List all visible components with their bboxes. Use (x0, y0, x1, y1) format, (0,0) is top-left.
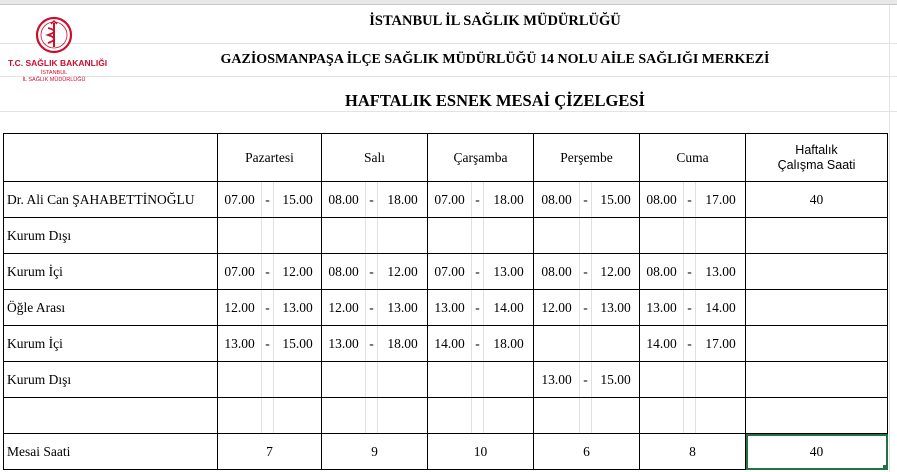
separator-cell[interactable] (366, 326, 378, 362)
start-time-cell[interactable] (534, 218, 580, 254)
separator-cell[interactable] (472, 326, 484, 362)
end-time-cell[interactable] (378, 362, 428, 398)
separator-dash: - (265, 263, 270, 279)
separator-dash: - (265, 191, 270, 207)
end-time-cell[interactable] (592, 398, 640, 434)
end-time: 18.00 (387, 191, 418, 207)
end-time: 14.00 (705, 299, 736, 315)
end-time-cell[interactable] (274, 254, 322, 290)
ministry-emblem-icon (34, 15, 74, 55)
fill-handle[interactable] (883, 465, 888, 470)
separator-cell[interactable] (262, 398, 274, 434)
end-time: 13.00 (387, 299, 418, 315)
end-time-cell[interactable] (484, 254, 534, 290)
separator-dash: - (687, 299, 692, 315)
start-time: 08.00 (646, 191, 677, 207)
separator-cell[interactable] (580, 290, 592, 326)
start-time-cell[interactable] (640, 182, 684, 218)
end-time-cell[interactable] (484, 290, 534, 326)
end-time-cell[interactable] (592, 326, 640, 362)
end-time-cell[interactable] (696, 398, 746, 434)
end-time-cell[interactable] (484, 326, 534, 362)
logo-text-line3: İL SAĞLIK MÜDÜRLÜĞÜ (22, 77, 86, 83)
separator-dash: - (687, 335, 692, 351)
end-time-cell[interactable] (378, 254, 428, 290)
separator-cell[interactable] (684, 362, 696, 398)
separator-cell[interactable] (366, 182, 378, 218)
row-label-cell[interactable] (4, 362, 218, 398)
start-time-cell[interactable] (640, 326, 684, 362)
row-label: Kurum İçi (7, 263, 63, 279)
weekly-hours-cell[interactable] (746, 182, 888, 218)
separator-cell[interactable] (580, 254, 592, 290)
day-header-label: Cuma (676, 149, 709, 165)
end-time-cell[interactable] (696, 254, 746, 290)
daily-hours-value: 6 (583, 443, 590, 459)
start-time: 14.00 (434, 335, 465, 351)
separator-dash: - (583, 299, 588, 315)
end-time-cell[interactable] (274, 326, 322, 362)
end-time: 15.00 (282, 191, 313, 207)
end-time-cell[interactable] (484, 218, 534, 254)
table-header-row (4, 134, 888, 182)
weekly-hours-cell[interactable] (746, 362, 888, 398)
start-time-cell[interactable] (322, 182, 366, 218)
daily-hours-cell[interactable] (640, 434, 746, 470)
ministry-logo (8, 15, 108, 87)
start-time-cell[interactable] (218, 326, 262, 362)
end-time: 13.00 (493, 263, 524, 279)
start-time-cell[interactable] (640, 218, 684, 254)
end-time-cell[interactable] (378, 398, 428, 434)
separator-cell[interactable] (472, 398, 484, 434)
end-time-cell[interactable] (592, 362, 640, 398)
separator-cell[interactable] (262, 254, 274, 290)
row-label-cell[interactable] (4, 254, 218, 290)
end-time-cell[interactable] (484, 362, 534, 398)
table-row (4, 398, 888, 434)
logo-text-line2: İSTANBUL (40, 70, 68, 76)
sheet-header (0, 5, 897, 133)
daily-hours-value: 9 (371, 443, 378, 459)
separator-dash: - (475, 191, 480, 207)
separator-cell[interactable] (472, 254, 484, 290)
start-time-cell[interactable] (534, 362, 580, 398)
start-time-cell[interactable] (534, 182, 580, 218)
start-time-cell[interactable] (428, 398, 472, 434)
separator-cell[interactable] (580, 326, 592, 362)
separator-cell[interactable] (684, 218, 696, 254)
start-time-cell[interactable] (534, 398, 580, 434)
start-time-cell[interactable] (640, 362, 684, 398)
weekly-hours-cell[interactable] (746, 218, 888, 254)
end-time: 17.00 (705, 191, 736, 207)
daily-hours-value: 7 (266, 443, 273, 459)
start-time: 14.00 (646, 335, 677, 351)
start-time: 08.00 (646, 263, 677, 279)
footer-label-cell[interactable] (4, 434, 218, 470)
separator-cell[interactable] (366, 290, 378, 326)
end-time-cell[interactable] (696, 218, 746, 254)
end-time-cell[interactable] (696, 290, 746, 326)
end-time: 15.00 (600, 371, 631, 387)
table-row (4, 290, 888, 326)
row-label: Kurum Dışı (7, 227, 72, 243)
end-time: 13.00 (600, 299, 631, 315)
separator-cell[interactable] (580, 398, 592, 434)
end-time-cell[interactable] (378, 326, 428, 362)
row-label: Dr. Ali Can ŞAHABETTİNOĞLU (7, 191, 195, 207)
end-time-cell[interactable] (378, 290, 428, 326)
separator-cell[interactable] (366, 254, 378, 290)
start-time: 08.00 (541, 191, 572, 207)
footer-label: Mesai Saati (7, 443, 71, 459)
separator-cell[interactable] (366, 362, 378, 398)
row-label-cell[interactable] (4, 182, 218, 218)
daily-hours-cell[interactable] (428, 434, 534, 470)
separator-cell[interactable] (262, 362, 274, 398)
title-schedule: HAFTALIK ESNEK MESAİ ÇİZELGESİ (345, 91, 645, 110)
start-time-cell[interactable] (218, 218, 262, 254)
row-label: Kurum İçi (7, 335, 63, 351)
separator-cell[interactable] (262, 218, 274, 254)
separator-cell[interactable] (684, 398, 696, 434)
separator-cell[interactable] (366, 218, 378, 254)
start-time-cell[interactable] (640, 290, 684, 326)
end-time-cell[interactable] (592, 218, 640, 254)
start-time-cell[interactable] (640, 398, 684, 434)
end-time: 18.00 (493, 335, 524, 351)
start-time-cell[interactable] (218, 182, 262, 218)
day-header-label: Çarşamba (453, 149, 508, 165)
weekly-hours-cell[interactable] (746, 254, 888, 290)
separator-cell[interactable] (262, 290, 274, 326)
start-time-cell[interactable] (428, 254, 472, 290)
day-header-label: Salı (363, 149, 385, 165)
start-time-cell[interactable] (322, 398, 366, 434)
footer-row (4, 434, 888, 470)
weekly-hours-header-cell[interactable] (746, 134, 888, 182)
row-label-cell[interactable] (4, 398, 218, 434)
start-time-cell[interactable] (322, 254, 366, 290)
separator-dash: - (369, 263, 374, 279)
start-time-cell[interactable] (428, 326, 472, 362)
start-time-cell[interactable] (218, 290, 262, 326)
separator-dash: - (583, 263, 588, 279)
start-time: 13.00 (541, 371, 572, 387)
table-row (4, 182, 888, 218)
day-header-label: Perşembe (560, 149, 613, 165)
end-time-cell[interactable] (696, 362, 746, 398)
start-time: 08.00 (328, 263, 359, 279)
end-time-cell[interactable] (592, 254, 640, 290)
end-time-cell[interactable] (592, 182, 640, 218)
daily-hours-cell[interactable] (218, 434, 322, 470)
end-time-cell[interactable] (378, 218, 428, 254)
end-time-cell[interactable] (274, 362, 322, 398)
start-time-cell[interactable] (218, 254, 262, 290)
separator-dash: - (583, 191, 588, 207)
separator-dash: - (369, 335, 374, 351)
weekly-hours-header-line2: Çalışma Saati (777, 157, 856, 172)
separator-cell[interactable] (684, 290, 696, 326)
end-time: 18.00 (387, 335, 418, 351)
start-time: 12.00 (541, 299, 572, 315)
title-province: İSTANBUL İL SAĞLIK MÜDÜRLÜĞÜ (369, 13, 621, 29)
row-label: Kurum Dışı (7, 371, 72, 387)
daily-hours-cell[interactable] (534, 434, 640, 470)
start-time-cell[interactable] (534, 290, 580, 326)
day-header-cell[interactable] (218, 134, 322, 182)
total-hours-cell-selected[interactable] (746, 434, 888, 470)
start-time: 07.00 (224, 263, 255, 279)
weekly-hours-header-line1: Haftalık (795, 142, 838, 157)
end-time-cell[interactable] (592, 290, 640, 326)
table-row (4, 362, 888, 398)
end-time: 13.00 (705, 263, 736, 279)
separator-dash: - (475, 299, 480, 315)
day-header-cell[interactable] (640, 134, 746, 182)
separator-cell[interactable] (472, 362, 484, 398)
start-time-cell[interactable] (428, 362, 472, 398)
daily-hours-value: 10 (473, 443, 488, 459)
end-time: 12.00 (387, 263, 418, 279)
start-time: 07.00 (224, 191, 255, 207)
table-row (4, 326, 888, 362)
total-hours-value: 40 (809, 443, 824, 459)
end-time-cell[interactable] (484, 398, 534, 434)
row-label-cell[interactable] (4, 326, 218, 362)
day-header-cell[interactable] (428, 134, 534, 182)
end-time: 15.00 (600, 191, 631, 207)
start-time: 13.00 (224, 335, 255, 351)
start-time-cell[interactable] (322, 362, 366, 398)
start-time-cell[interactable] (428, 290, 472, 326)
daily-hours-cell[interactable] (322, 434, 428, 470)
end-time: 17.00 (705, 335, 736, 351)
end-time: 13.00 (282, 299, 313, 315)
end-time-cell[interactable] (274, 182, 322, 218)
start-time: 12.00 (328, 299, 359, 315)
separator-dash: - (687, 263, 692, 279)
weekly-hours-value: 40 (809, 191, 824, 207)
separator-dash: - (369, 191, 374, 207)
end-time-cell[interactable] (484, 182, 534, 218)
weekly-hours-cell[interactable] (746, 398, 888, 434)
separator-cell[interactable] (262, 326, 274, 362)
row-label: Öğle Arası (7, 299, 66, 315)
row-label-cell[interactable] (4, 290, 218, 326)
start-time-cell[interactable] (218, 398, 262, 434)
separator-cell[interactable] (472, 218, 484, 254)
separator-cell[interactable] (366, 398, 378, 434)
separator-dash: - (475, 335, 480, 351)
separator-cell[interactable] (684, 182, 696, 218)
end-time: 15.00 (282, 335, 313, 351)
row-label-cell[interactable] (4, 218, 218, 254)
day-header-cell[interactable] (322, 134, 428, 182)
separator-cell[interactable] (684, 326, 696, 362)
weekly-hours-cell[interactable] (746, 326, 888, 362)
start-time-cell[interactable] (322, 326, 366, 362)
end-time-cell[interactable] (274, 218, 322, 254)
day-header-label: Pazartesi (245, 149, 294, 165)
start-time: 07.00 (434, 263, 465, 279)
separator-dash: - (583, 371, 588, 387)
start-time: 08.00 (328, 191, 359, 207)
end-time: 14.00 (493, 299, 524, 315)
start-time-cell[interactable] (640, 254, 684, 290)
start-time-cell[interactable] (534, 254, 580, 290)
start-time-cell[interactable] (218, 362, 262, 398)
header-corner-cell[interactable] (4, 134, 218, 182)
end-time-cell[interactable] (696, 182, 746, 218)
weekly-hours-cell[interactable] (746, 290, 888, 326)
day-header-cell[interactable] (534, 134, 640, 182)
separator-cell[interactable] (580, 362, 592, 398)
start-time-cell[interactable] (428, 218, 472, 254)
title-center: GAZİOSMANPAŞA İLÇE SAĞLIK MÜDÜRLÜĞÜ 14 NOLU AİLE SAĞLIĞI MERKEZİ (220, 52, 770, 67)
start-time: 12.00 (224, 299, 255, 315)
separator-cell[interactable] (684, 254, 696, 290)
daily-hours-value: 8 (689, 443, 696, 459)
end-time-cell[interactable] (696, 326, 746, 362)
start-time: 13.00 (434, 299, 465, 315)
start-time-cell[interactable] (534, 326, 580, 362)
start-time-cell[interactable] (322, 218, 366, 254)
start-time-cell[interactable] (428, 182, 472, 218)
start-time: 08.00 (541, 263, 572, 279)
end-time: 12.00 (282, 263, 313, 279)
separator-cell[interactable] (580, 218, 592, 254)
end-time-cell[interactable] (274, 290, 322, 326)
start-time: 13.00 (328, 335, 359, 351)
logo-text-line1: T.C. SAĞLIK BAKANLIĞI (8, 58, 108, 68)
table-row (4, 254, 888, 290)
separator-cell[interactable] (580, 182, 592, 218)
separator-dash: - (369, 299, 374, 315)
end-time-cell[interactable] (274, 398, 322, 434)
table-row (4, 218, 888, 254)
separator-dash: - (475, 263, 480, 279)
separator-dash: - (265, 335, 270, 351)
separator-dash: - (687, 191, 692, 207)
start-time: 07.00 (434, 191, 465, 207)
separator-dash: - (265, 299, 270, 315)
end-time: 12.00 (600, 263, 631, 279)
separator-cell[interactable] (262, 182, 274, 218)
end-time: 18.00 (493, 191, 524, 207)
start-time: 13.00 (646, 299, 677, 315)
start-time-cell[interactable] (322, 290, 366, 326)
end-time-cell[interactable] (378, 182, 428, 218)
schedule-table (3, 133, 888, 470)
separator-cell[interactable] (472, 182, 484, 218)
separator-cell[interactable] (472, 290, 484, 326)
